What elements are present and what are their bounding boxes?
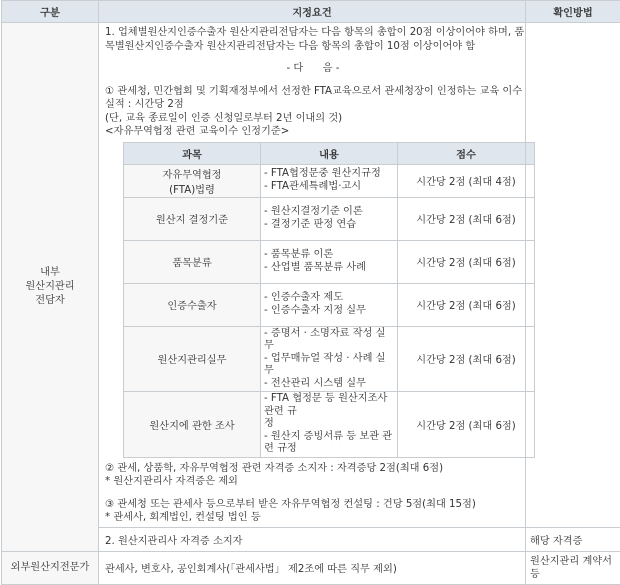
edu-header-content: 내용 (261, 142, 398, 164)
external-verification (526, 551, 620, 584)
edu-score: 시간당 2점 (최대 6점) (398, 392, 535, 458)
internal-verification-cell (526, 23, 620, 528)
education-table-header (124, 142, 535, 164)
edu-subject: 원산지에 관한 조사 (124, 392, 261, 458)
edu-subject (124, 164, 261, 197)
internal-label-line: 원산지관리 (3, 280, 97, 294)
external-check-line: 원산지관리 계약서 (530, 555, 616, 568)
edu-content-line: - 인증수출자 제도 (264, 292, 394, 305)
header-category: 구분 (2, 1, 99, 23)
edu-content-line: - FTA협정문중 원산지규정 (264, 168, 394, 181)
edu-content-line: - FTA 협정문 등 원산지조사 관련 규 (264, 393, 394, 418)
edu-content (261, 392, 398, 458)
internal-label-line: 전담자 (3, 294, 97, 308)
table-row (124, 164, 535, 197)
internal-row (2, 23, 620, 528)
edu-content-line: - 산업별 품목분류 사례 (264, 262, 394, 275)
item3-line: * 관세사, 회계법인, 컨설팅 법인 등 (105, 511, 521, 525)
internal-requirements-cell (99, 23, 526, 528)
req2-text: 2. 원산지관리사 자격증 소지자 (99, 527, 526, 551)
edu-content (261, 164, 398, 197)
edu-content-line: - 전산관리 시스템 실무 (264, 378, 394, 391)
table-row (124, 392, 535, 458)
table-row (124, 283, 535, 326)
req1-line: 1. 업체별원산지인증수출자 원산지관리전담자는 다음 항목의 총합이 20점 이상이어야 하며, 품 (105, 26, 521, 40)
external-label: 외부원산지전문가 (2, 551, 99, 584)
edu-table-caption: <자유무역협정 관련 교육이수 인정기준> (105, 125, 521, 139)
item2-line: * 원산지관리사 자격증은 제외 (105, 475, 521, 489)
table-row (124, 240, 535, 283)
internal-label (2, 23, 99, 552)
requirements-table (1, 0, 620, 585)
header-verification: 확인방법 (526, 1, 620, 23)
internal-label-line: 내부 (3, 266, 97, 280)
header-row (2, 1, 620, 23)
edu-header-score: 점수 (398, 142, 535, 164)
edu-subject: 인증수출자 (124, 283, 261, 326)
edu-score: 시간당 2점 (최대 4점) (398, 164, 535, 197)
edu-content-line: - 품목분류 이론 (264, 249, 394, 262)
edu-header-subject: 과목 (124, 142, 261, 164)
education-table (123, 142, 535, 458)
edu-subject: 품목분류 (124, 240, 261, 283)
table-row (124, 197, 535, 240)
item1-line: (단, 교육 종료일이 인증 신청일로부터 2년 이내의 것) (105, 112, 521, 126)
edu-content (261, 283, 398, 326)
edu-subject-line: 자유무역협정 (127, 166, 257, 181)
table-row (124, 326, 535, 392)
edu-content (261, 197, 398, 240)
edu-score: 시간당 2점 (최대 6점) (398, 283, 535, 326)
edu-score: 시간당 2점 (최대 6점) (398, 326, 535, 392)
edu-content-line: - 증명서 · 소명자료 작성 실무 (264, 328, 394, 353)
edu-content-line: - FTA관세특례법·고시 (264, 181, 394, 194)
edu-content-line: - 업무매뉴얼 작성 · 사례 실무 (264, 353, 394, 378)
edu-score: 시간당 2점 (최대 6점) (398, 240, 535, 283)
daeum-heading: - 다 음 - (105, 62, 521, 76)
external-requirement: 관세사, 변호사, 공인회계사(「관세사법」 제2조에 따른 직무 제외) (99, 551, 526, 584)
edu-content (261, 326, 398, 392)
req1-line: 목별원산지인증수출자 원산지관리전담자는 다음 항목의 총합이 10점 이상이어야 함 (105, 40, 521, 54)
edu-content (261, 240, 398, 283)
external-check-line: 등 (530, 568, 616, 581)
item3-line: ③ 관세청 또는 관세사 등으로부터 받은 자유무역협정 컨설팅 : 건당 5점(최대 15점) (105, 498, 521, 512)
edu-content-line: - 원산지 증빙서류 등 보관 관련 규정 (264, 431, 394, 456)
edu-score: 시간당 2점 (최대 6점) (398, 197, 535, 240)
item2-line: ② 관세, 상품학, 자유무역협정 관련 자격증 소지자 : 자격증당 2점(최대 6점) (105, 462, 521, 476)
edu-content-line: 정 (264, 418, 394, 431)
header-requirements: 지정요건 (99, 1, 526, 23)
edu-subject-line: (FTA)법령 (127, 181, 257, 196)
external-row (2, 551, 620, 584)
edu-content-line: - 인증수출자 지정 실무 (264, 305, 394, 318)
edu-content-line: - 결정기준 판정 연습 (264, 219, 394, 232)
req2-check: 해당 자격증 (526, 527, 620, 551)
edu-content-line: - 원산지결정기준 이론 (264, 206, 394, 219)
item1-line: ① 관세청, 민간협회 및 기획재정부에서 선정한 FTA교육으로서 관세청장이 인정하는 교육 이수 (105, 85, 521, 99)
edu-subject: 원산지 결정기준 (124, 197, 261, 240)
item1-line: 실적 : 시간당 2점 (105, 98, 521, 112)
edu-subject: 원산지관리실무 (124, 326, 261, 392)
